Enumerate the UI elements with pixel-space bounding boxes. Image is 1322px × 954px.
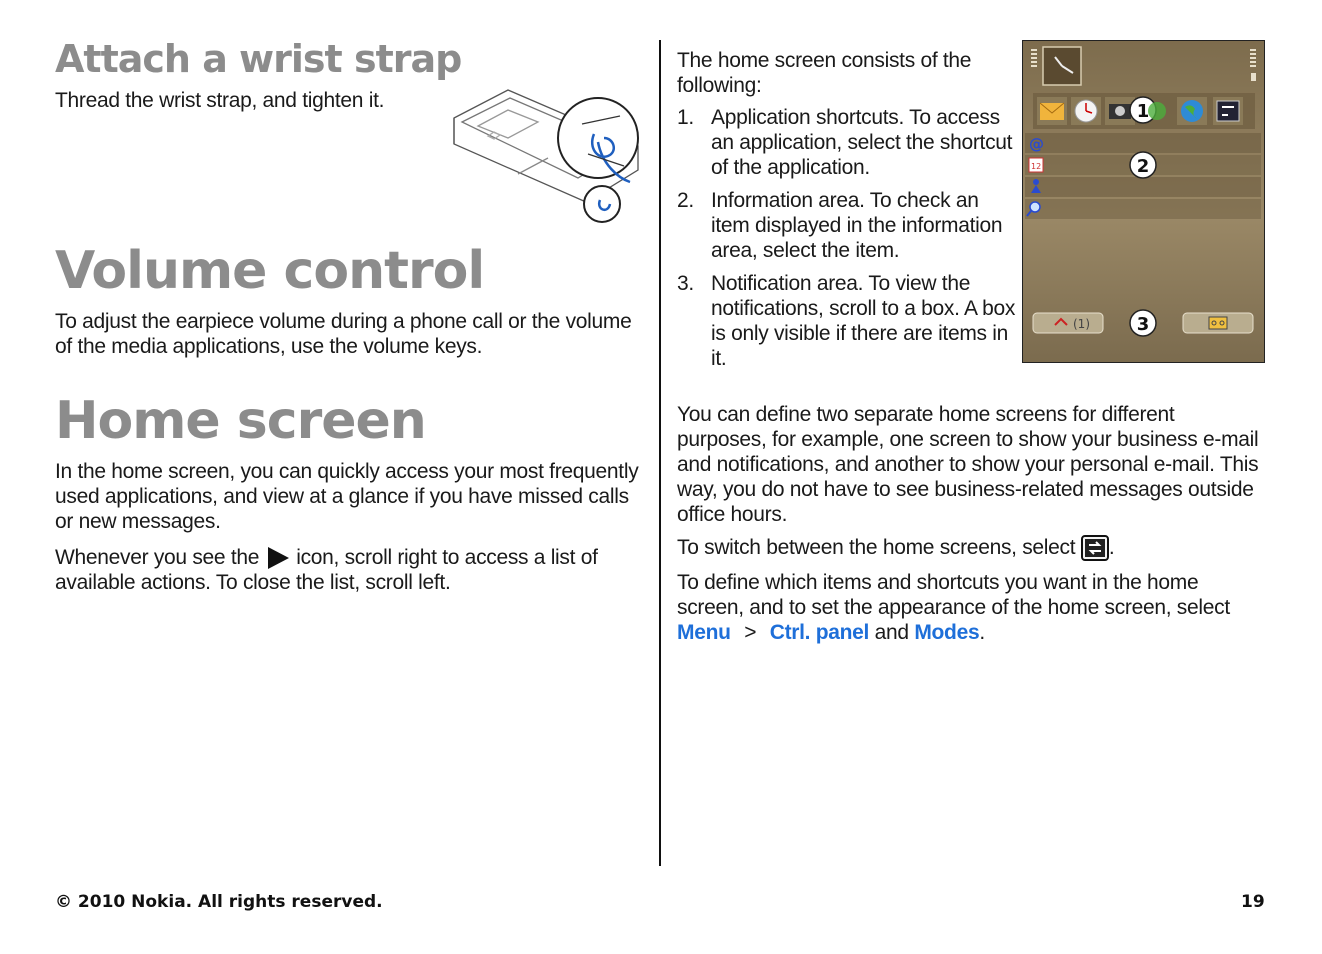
wrist-strap-text: Thread the wrist strap, and tighten it. xyxy=(55,89,385,112)
path-separator: > xyxy=(744,621,757,644)
callout-2 xyxy=(1130,152,1156,178)
list-item: 3. Notification area. To view the notifications, scroll to a box. A box is only visible if there are items in it. xyxy=(677,272,1016,370)
calendar-icon xyxy=(1029,158,1043,172)
switch-homescreen-icon[interactable] xyxy=(1081,535,1109,561)
callout-3 xyxy=(1130,310,1156,336)
home-structure-intro: The home screen consists of the following: xyxy=(677,49,972,97)
home-structure-list xyxy=(677,105,1017,379)
ctrl-panel-link[interactable]: Ctrl. panel xyxy=(769,621,870,644)
two-home-screens-text: You can define two separate home screens for different purposes, for example, one screen to show your business e-mail and notifications, and another to show your personal e-mail. This way, you do not have to see business-related messages outside office hours. xyxy=(677,403,1259,526)
heading-wrist-strap: Attach a wrist strap xyxy=(55,37,462,81)
page-number: 19 xyxy=(1241,892,1265,912)
phone-strap-illustration xyxy=(448,86,648,226)
switch-homescreen-shortcut-icon xyxy=(1213,97,1243,125)
svg-text:(1): (1) xyxy=(1073,317,1090,331)
clock-shortcut-icon xyxy=(1071,97,1101,125)
missed-call-box xyxy=(1033,313,1103,333)
svg-text:3: 3 xyxy=(1136,314,1150,335)
switch-home-screens-text: To switch between the home screens, select . xyxy=(677,535,1267,561)
footer-copyright: © 2010 Nokia. All rights reserved. xyxy=(55,892,383,912)
home-intro-text: In the home screen, you can quickly access your most frequently used applications, and view at a glance if you have missed calls or new messages. xyxy=(55,460,639,533)
actions-text-after: icon, scroll right to access a list of available actions. To close the list, scroll left. xyxy=(55,546,598,595)
svg-text:2: 2 xyxy=(1136,156,1150,177)
actions-text-before: Whenever you see the xyxy=(55,546,260,569)
mail-icon: @ xyxy=(1029,135,1044,153)
clock-icon xyxy=(1043,47,1081,85)
play-arrow-icon xyxy=(265,546,291,570)
globe-icon xyxy=(1177,97,1207,125)
heading-home-screen: Home screen xyxy=(55,391,426,451)
heading-volume-control: Volume control xyxy=(55,241,485,301)
home-actions-text xyxy=(55,545,650,595)
home-screen-illustration xyxy=(1022,40,1265,363)
column-divider xyxy=(659,40,661,866)
menu-link[interactable]: Menu xyxy=(677,621,731,644)
list-item: 1. Application shortcuts. To access an application, select the shortcut of the application. xyxy=(677,106,1013,179)
voicemail-box xyxy=(1183,313,1253,333)
svg-text:12: 12 xyxy=(1031,162,1042,171)
customize-home-text: To define which items and shortcuts you want in the home screen, and to set the appearance of the home screen, select Menu > Ctrl. panel and Modes. xyxy=(677,571,1230,644)
message-icon xyxy=(1037,97,1067,125)
modes-link[interactable]: Modes xyxy=(914,621,980,644)
volume-text: To adjust the earpiece volume during a phone call or the volume of the media applications, use the volume keys. xyxy=(55,310,632,358)
svg-text:1: 1 xyxy=(1136,101,1150,122)
list-item: 2. Information area. To check an item displayed in the information area, select the item. xyxy=(677,189,1003,262)
